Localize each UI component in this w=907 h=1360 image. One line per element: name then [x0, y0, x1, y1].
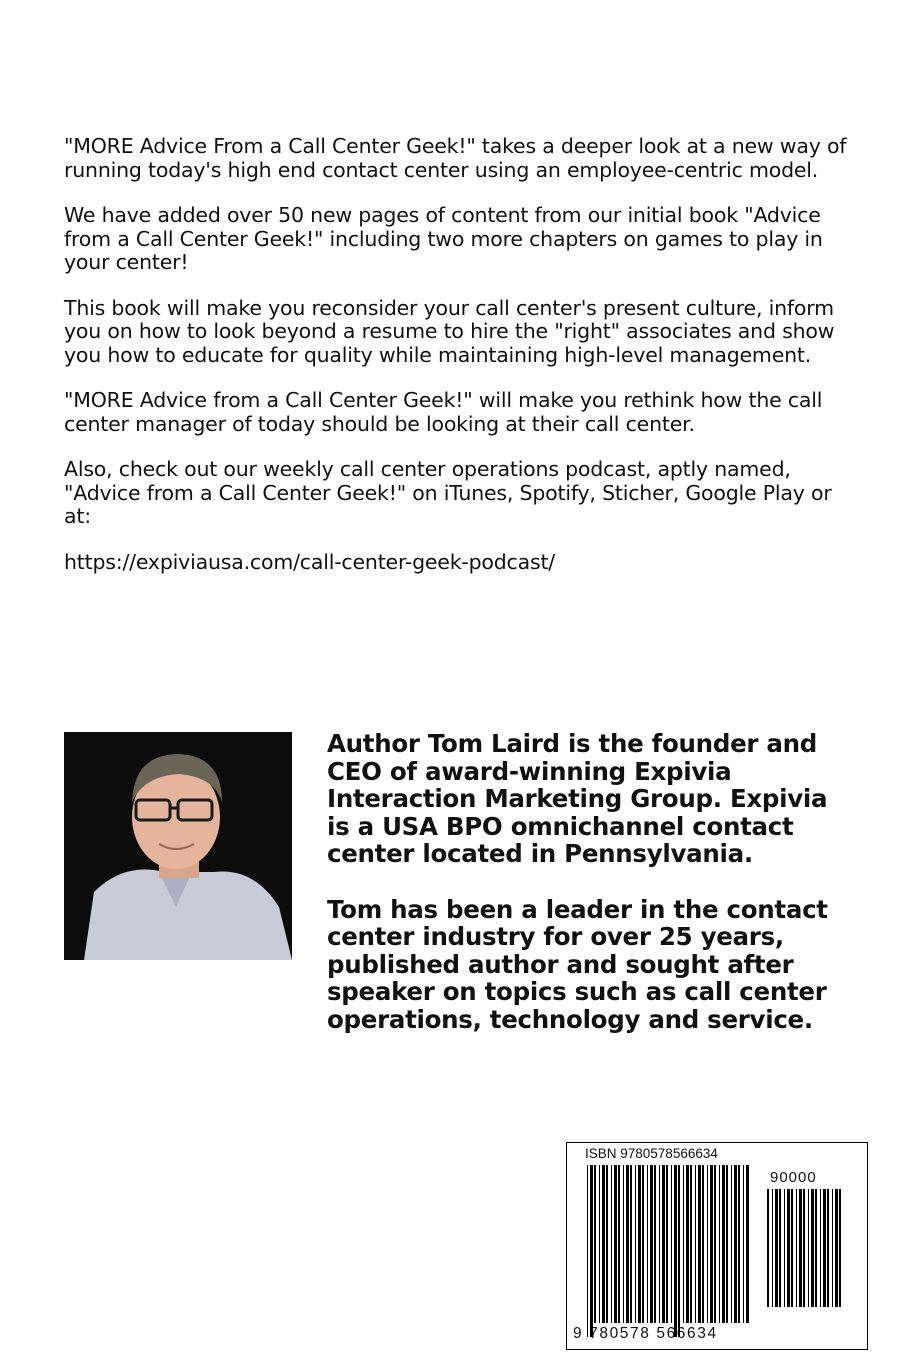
isbn-barcode: [566, 1142, 868, 1350]
barcode-bar: [832, 1189, 833, 1307]
barcode-bar: [811, 1189, 814, 1307]
barcode-bar: [743, 1165, 744, 1323]
description-paragraph-4: "MORE Advice from a Call Center Geek!" will make you rethink how the call center manager of today should be looking at their call center.: [64, 388, 823, 436]
barcode-bar: [666, 1165, 668, 1323]
barcode-bar: [808, 1189, 809, 1307]
barcode-bar: [630, 1165, 632, 1323]
podcast-url: https://expiviausa.com/call-center-geek-podcast/: [64, 549, 555, 574]
barcode-bar: [827, 1189, 829, 1307]
barcode-bar: [599, 1165, 600, 1323]
isbn-label: ISBN 9780578566634: [585, 1146, 718, 1161]
barcode-bar: [626, 1165, 629, 1323]
author-bio: [327, 730, 847, 1061]
book-description: [64, 135, 854, 596]
author-photo: [64, 732, 292, 960]
barcode-bar: [734, 1165, 737, 1323]
barcode-bar: [662, 1165, 665, 1323]
barcode-bar: [839, 1189, 841, 1307]
barcode-bar: [635, 1165, 636, 1323]
barcode-bar: [638, 1165, 641, 1323]
barcode-bar: [674, 1165, 677, 1337]
description-paragraph-1: "MORE Advice From a Call Center Geek!" takes a deeper look at a new way of running today's high end contact center using an employee-centric model.: [64, 134, 847, 182]
author-bio-paragraph-2: Tom has been a leader in the contact center industry for over 25 years, published author and sought after speaker on topics such as call center operations, technology and service.: [327, 894, 828, 1034]
barcode-bar: [707, 1165, 708, 1323]
barcode-bar: [746, 1165, 749, 1323]
description-paragraph-3: This book will make you reconsider your call center's present culture, inform you on how to look beyond a resume to hire the "right" associates and show you how to educate for quality while maintaining high-level management.: [64, 295, 835, 367]
barcode-bar: [726, 1165, 728, 1323]
barcode-bar: [690, 1165, 692, 1323]
barcode-bar: [659, 1165, 660, 1323]
barcode-bar: [775, 1189, 778, 1307]
author-bio-paragraph-1: Author Tom Laird is the founder and CEO of award-winning Expivia Interaction Marketing Group. Expivia is a USA BPO omnichannel contact center located in Pennsylvania.: [327, 729, 828, 868]
barcode-bar: [671, 1165, 672, 1323]
barcode-bar: [714, 1165, 716, 1323]
barcode-bar: [698, 1165, 701, 1323]
description-paragraph-5: Also, check out our weekly call center operations podcast, aptly named, "Advice from a Call Center Geek!" on iTunes, Spotify, Sticher, Google Play or at:: [64, 457, 832, 528]
barcode-bar: [799, 1189, 802, 1307]
barcode-bar: [647, 1165, 648, 1323]
barcode-bar: [590, 1165, 593, 1337]
barcode-bar: [618, 1165, 620, 1323]
barcode-bar: [791, 1189, 793, 1307]
barcode-bar: [650, 1165, 653, 1323]
barcode-bar: [820, 1189, 821, 1307]
barcode-bar: [731, 1165, 732, 1323]
barcode-bar: [686, 1165, 689, 1323]
barcode-bar: [710, 1165, 713, 1323]
barcode-bar: [719, 1165, 720, 1323]
barcode-bar: [784, 1189, 785, 1307]
barcode-bar: [642, 1165, 644, 1323]
barcode-bar: [695, 1165, 696, 1323]
barcode-bar: [611, 1165, 612, 1323]
barcode-bar: [614, 1165, 617, 1323]
description-paragraph-2: We have added over 50 new pages of content from our initial book "Advice from a Call Center Geek!" including two more chapters on games to play in your center!: [64, 203, 823, 274]
barcode-bar: [803, 1189, 805, 1307]
barcode-bar: [602, 1165, 605, 1323]
barcode-bar: [678, 1165, 680, 1337]
barcode-bar: [787, 1189, 790, 1307]
barcode-bar: [823, 1189, 826, 1307]
barcode-bar: [779, 1189, 781, 1307]
barcode-bar: [835, 1189, 838, 1307]
barcode-bar: [702, 1165, 704, 1323]
barcode-bar: [815, 1189, 817, 1307]
barcode-bar: [738, 1165, 740, 1323]
barcode-bar: [587, 1165, 588, 1337]
barcode-bar: [796, 1189, 797, 1307]
barcode-bar: [623, 1165, 624, 1323]
addon-digits: 90000: [770, 1169, 817, 1186]
barcode-bars: [585, 1165, 753, 1337]
barcode-bar: [767, 1189, 769, 1307]
barcode-bar: [722, 1165, 725, 1323]
barcode-bar: [683, 1165, 684, 1323]
isbn-digits: 9 780578 566634: [573, 1325, 718, 1342]
barcode-bar: [606, 1165, 608, 1323]
barcode-bar: [772, 1189, 773, 1307]
barcode-bar: [654, 1165, 656, 1323]
addon-barcode-bars: [765, 1189, 845, 1321]
barcode-bar: [594, 1165, 596, 1323]
